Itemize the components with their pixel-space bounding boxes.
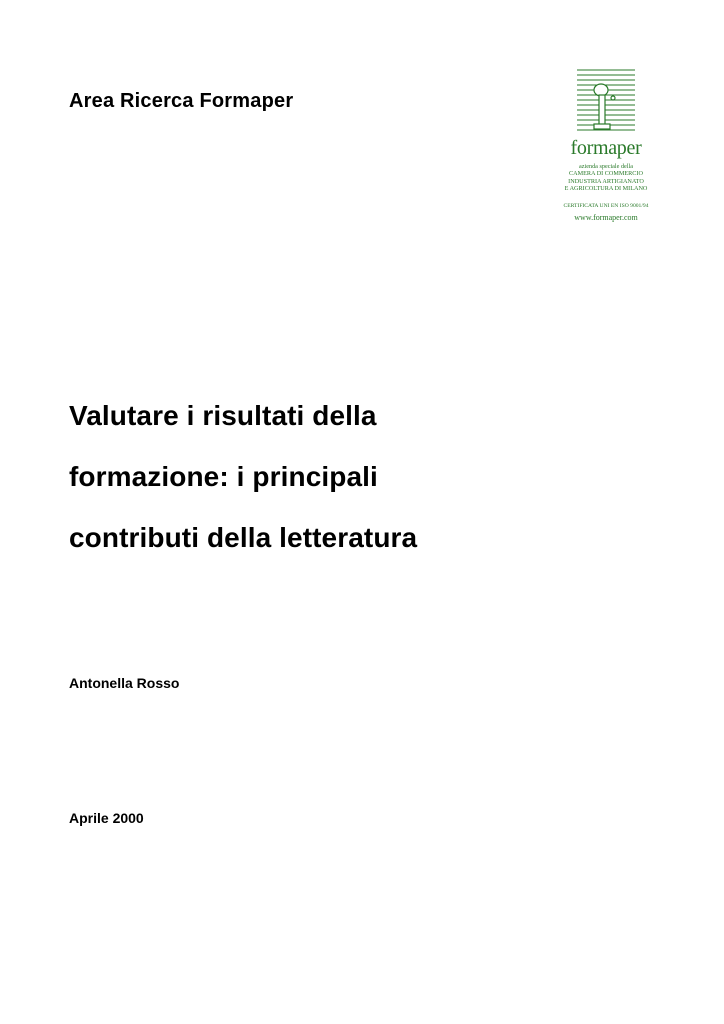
- title-line: Valutare i risultati della: [69, 400, 377, 431]
- title-line: contributi della letteratura: [69, 522, 418, 553]
- logo-certification: CERTIFICATA UNI EN ISO 9001/94: [563, 202, 649, 209]
- formaper-logo: [560, 68, 652, 223]
- logo-subtitle: [560, 163, 652, 193]
- logo-subtitle-line: CAMERA DI COMMERCIO: [569, 170, 643, 178]
- logo-subtitle-line: azienda speciale della: [579, 163, 633, 170]
- author-name: Antonella Rosso: [69, 675, 180, 691]
- logo-brand-name: formaper: [570, 137, 642, 159]
- logo-website: www.formaper.com: [574, 213, 638, 223]
- publication-date: Aprile 2000: [69, 810, 144, 826]
- document-title: [69, 385, 689, 568]
- formaper-logo-icon: [575, 68, 637, 132]
- logo-subtitle-line: INDUSTRIA ARTIGIANATO: [568, 177, 644, 185]
- logo-subtitle-line: E AGRICOLTURA DI MILANO: [564, 185, 648, 193]
- title-line: formazione: i principali: [69, 461, 378, 492]
- research-area-heading: Area Ricerca Formaper: [69, 90, 294, 112]
